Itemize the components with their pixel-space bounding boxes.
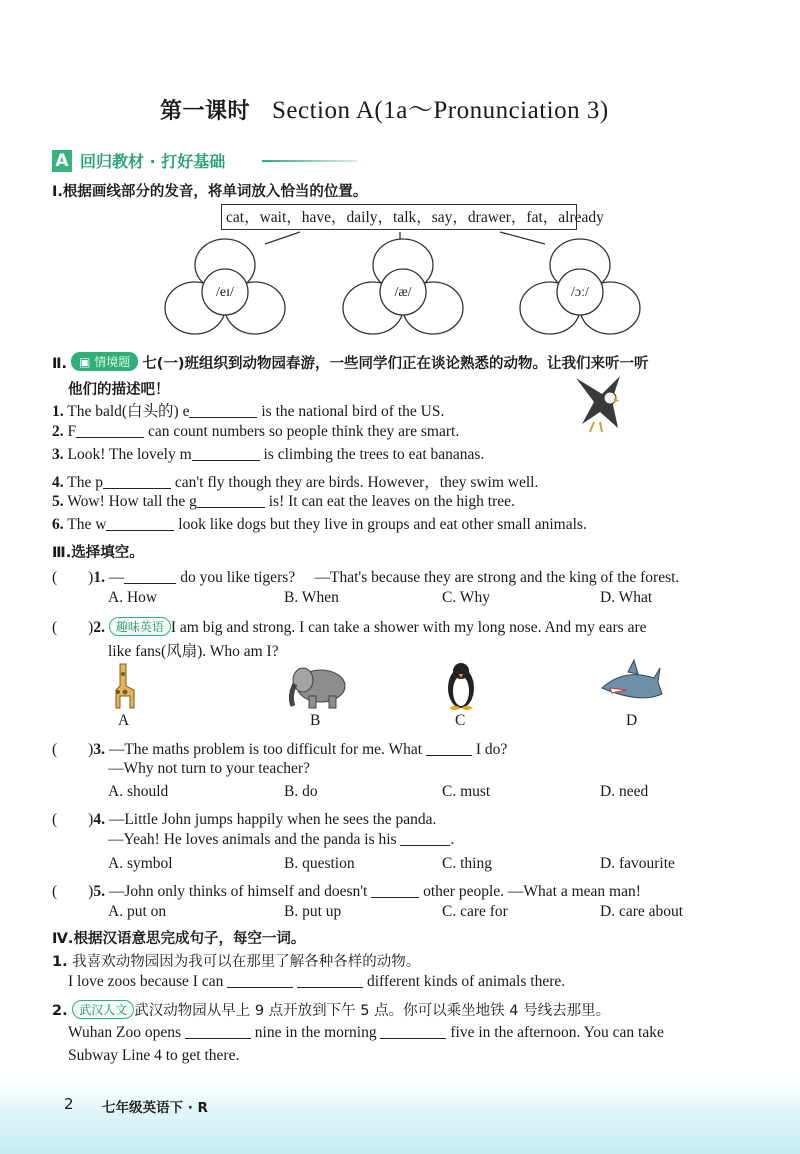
mc-question-3-line2: —Why not turn to your teacher? <box>108 760 310 777</box>
section-title: 回归教材 · 打好基础 <box>80 152 226 171</box>
answer-blank[interactable] <box>426 741 472 756</box>
mc-question-1: ( )1. — do you like tigers? —That's because they are strong and the king of the forest. <box>52 569 680 586</box>
option-b[interactable]: B. do <box>284 783 318 800</box>
footer-band <box>0 1080 800 1154</box>
option-a[interactable]: A. symbol <box>108 855 173 872</box>
flower-diagrams <box>0 232 800 347</box>
answer-blank[interactable] <box>185 1024 251 1039</box>
option-d[interactable]: D. care about <box>600 903 684 920</box>
option-c[interactable]: C. thing <box>442 855 492 872</box>
answer-blank[interactable] <box>189 403 257 418</box>
blank-item-3: 3. Look! The lovely m is climbing the trees to eat bananas. <box>52 446 485 463</box>
giraffe-image <box>108 662 138 710</box>
mc-question-2: ( )2. 趣味英语 I am big and strong. I can take a shower with my long nose. And my ears are <box>52 619 647 636</box>
part3-heading: Ⅲ.选择填空。 <box>52 545 144 561</box>
option-b[interactable]: B. put up <box>284 903 342 920</box>
answer-blank[interactable] <box>400 831 450 846</box>
option-d[interactable]: D. What <box>600 589 653 606</box>
translate-item-2-cn: 2. 武汉人文 武汉动物园从早上 9 点开放到下午 5 点。你可以乘坐地铁 4 号线去那里。 <box>52 999 610 1020</box>
part2-heading-line2: 他们的描述吧！ <box>68 382 170 398</box>
book-title: 七年级英语下 · R <box>102 1100 208 1116</box>
part1-heading: Ⅰ.根据画线部分的发音，将单词放入恰当的位置。 <box>52 184 368 200</box>
flower-label-3: /ɔː/ <box>571 285 589 300</box>
eagle-image <box>572 372 622 436</box>
option-c[interactable]: C. Why <box>442 589 490 606</box>
image-label-c[interactable]: C <box>455 712 466 729</box>
option-a[interactable]: A. How <box>108 589 158 606</box>
answer-blank[interactable] <box>192 446 260 461</box>
page-number: 2 <box>64 1095 74 1113</box>
penguin-image <box>444 660 478 710</box>
cube-icon: ▣ <box>79 355 91 369</box>
part2-heading-line1 <box>52 352 649 373</box>
answer-blank[interactable] <box>371 883 419 898</box>
option-b[interactable]: B. question <box>284 855 355 872</box>
flower-label-1: /eɪ/ <box>216 285 234 300</box>
mc-question-4-line2: —Yeah! He loves animals and the panda is his . <box>108 831 455 848</box>
answer-blank[interactable] <box>297 973 363 988</box>
answer-blank[interactable] <box>106 516 174 531</box>
answer-blank[interactable] <box>197 493 265 508</box>
lesson-title: Section A(1a～Pronunciation 3) <box>272 97 609 124</box>
blank-item-1: 1. The bald(白头的) e is the national bird of the US. <box>52 403 445 420</box>
mc-question-5: ( )5. —John only thinks of himself and doesn't other people. —What a mean man! <box>52 883 641 900</box>
mc-question-4: ( )4. —Little John jumps happily when he sees the panda. <box>52 811 437 828</box>
mc-question-2-line2: like fans(风扇). Who am I? <box>108 643 279 660</box>
mc-question-3: ( )3. —The maths problem is too difficult for me. What I do? <box>52 741 508 758</box>
translate-item-1-en: I love zoos because I can different kinds of animals there. <box>68 973 566 990</box>
option-c[interactable]: C. must <box>442 783 491 800</box>
flower-label-2: /æ/ <box>394 285 412 300</box>
answer-blank[interactable] <box>227 973 293 988</box>
part4-heading: Ⅳ.根据汉语意思完成句子，每空一词。 <box>52 931 306 947</box>
part2-heading-text: 七(一)班组织到动物园春游，一些同学们正在谈论熟悉的动物。让我们来听一听 <box>142 356 649 372</box>
option-b[interactable]: B. When <box>284 589 339 606</box>
translate-item-2-en: Wuhan Zoo opens nine in the morning five in the afternoon. You can take <box>68 1024 664 1041</box>
part2-number: Ⅱ. <box>52 356 68 372</box>
option-a[interactable]: A. should <box>108 783 169 800</box>
shark-image <box>600 660 662 706</box>
blank-item-6: 6. The w look like dogs but they live in groups and eat other small animals. <box>52 516 587 533</box>
section-badge: A <box>52 150 72 172</box>
elephant-image <box>283 662 349 710</box>
image-label-a[interactable]: A <box>118 712 130 729</box>
translate-item-1-cn: 1. 我喜欢动物园因为我可以在那里了解各种各样的动物。 <box>52 954 421 970</box>
answer-blank[interactable] <box>76 423 144 438</box>
translate-item-2-en-line2: Subway Line 4 to get there. <box>68 1047 240 1064</box>
situation-tag-label: 情境题 <box>94 355 131 369</box>
blank-item-5: 5. Wow! How tall the g is! It can eat the leaves on the high tree. <box>52 493 515 510</box>
image-label-d[interactable]: D <box>626 712 638 729</box>
answer-blank[interactable] <box>103 474 171 489</box>
option-a[interactable]: A. put on <box>108 903 167 920</box>
lesson-label: 第一课时 <box>160 99 251 124</box>
image-label-b[interactable]: B <box>310 712 321 729</box>
blank-item-4: 4. The p can't fly though they are birds. However，they swim well. <box>52 474 539 491</box>
wuhan-culture-tag: 武汉人文 <box>72 1000 134 1019</box>
answer-blank[interactable] <box>380 1024 446 1039</box>
fun-english-tag: 趣味英语 <box>109 617 171 636</box>
section-divider <box>262 160 357 162</box>
answer-blank[interactable] <box>124 569 176 584</box>
situation-tag <box>71 352 138 371</box>
word-box: cat，wait，have，daily，talk，say，drawer，fat，already <box>221 204 577 230</box>
blank-item-2: 2. F can count numbers so people think they are smart. <box>52 423 460 440</box>
option-d[interactable]: D. need <box>600 783 649 800</box>
option-c[interactable]: C. care for <box>442 903 508 920</box>
page-title <box>160 90 609 126</box>
option-d[interactable]: D. favourite <box>600 855 675 872</box>
